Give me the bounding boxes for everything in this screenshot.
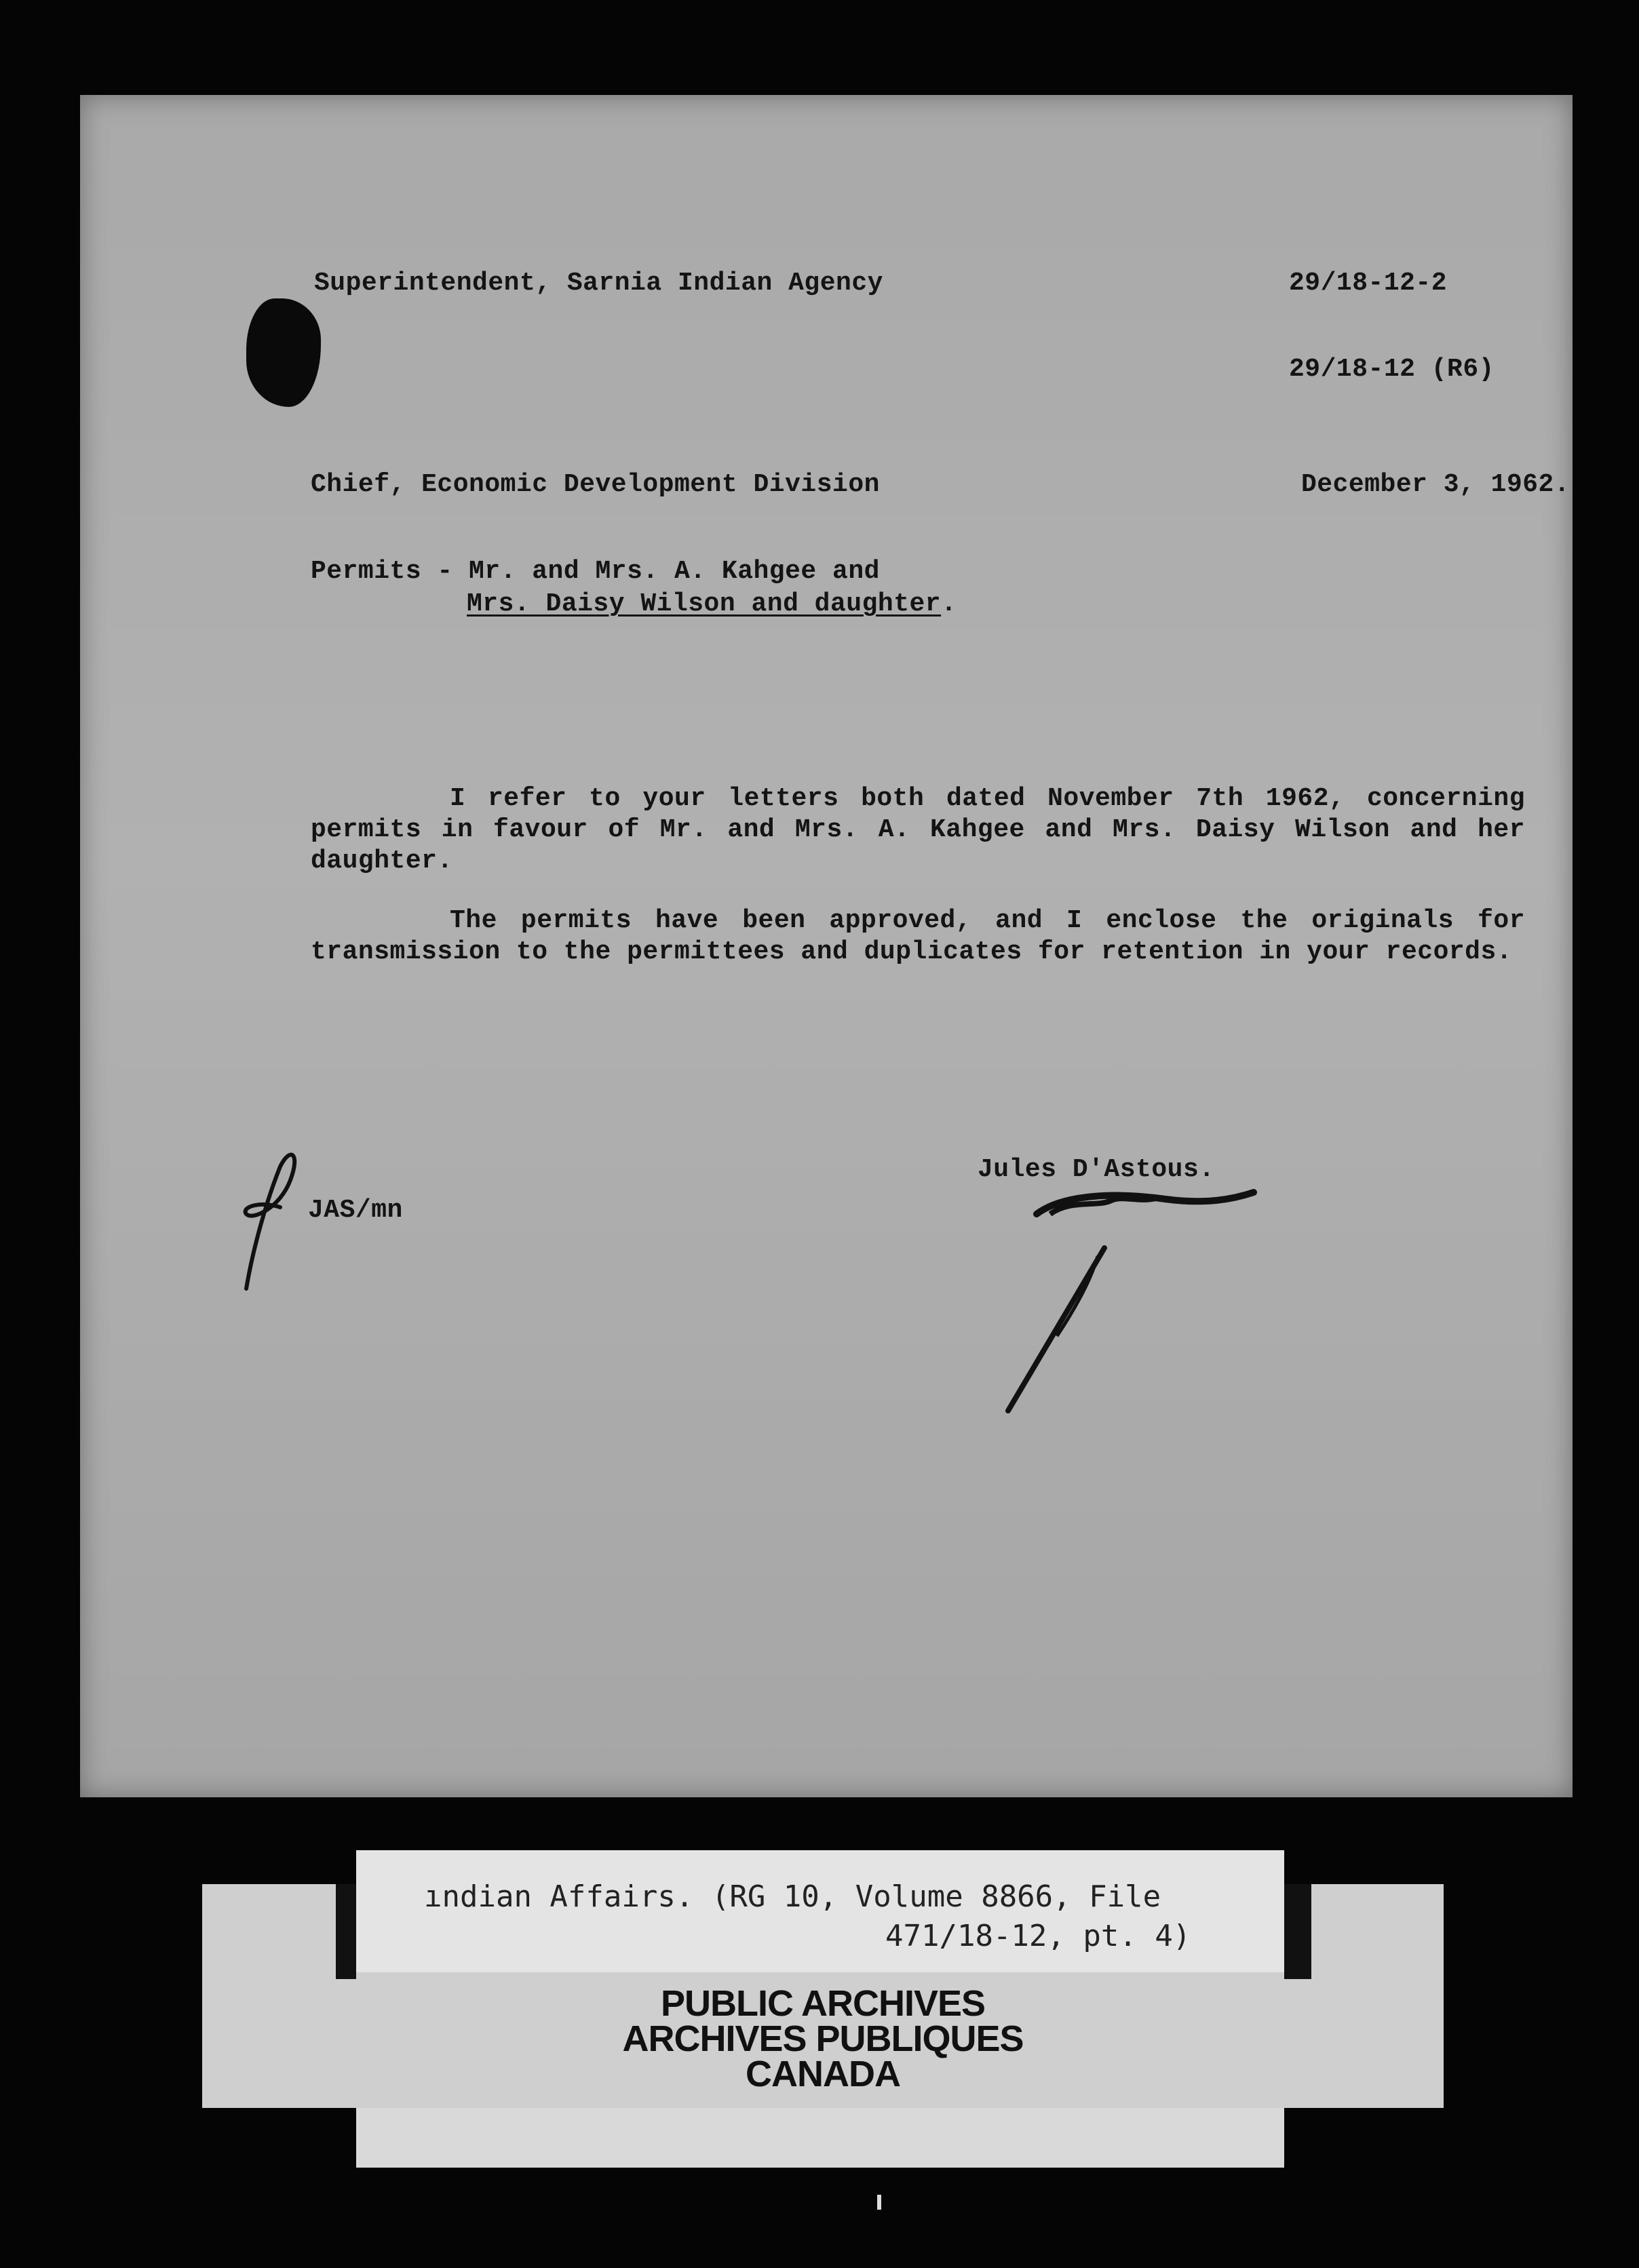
archive-reference-line-1: ındian Affairs. (RG 10, Volume 8866, File	[424, 1879, 1161, 1914]
file-reference-1: 29/18-12-2	[1289, 269, 1448, 298]
archive-card-lower-strip	[356, 2108, 1284, 2168]
sender-line: Chief, Economic Development Division	[311, 470, 880, 499]
subject-period: .	[941, 589, 957, 619]
torn-corner	[246, 298, 321, 407]
paragraph-2: The permits have been approved, and I enclose the originals for transmission to the permittees and duplicates for retention in your records.	[311, 906, 1525, 966]
label-slot-right	[1284, 1884, 1311, 1979]
letter-date: December 3, 1962.	[1301, 470, 1570, 499]
subject-line-1: Permits - Mr. and Mrs. A. Kahgee and	[311, 557, 880, 586]
stamp-line-1: PUBLIC ARCHIVES	[660, 1983, 986, 2024]
typist-initials: JAS/mn	[308, 1196, 403, 1225]
archive-reference-line-2: 471/18-12, pt. 4)	[885, 1919, 1191, 1953]
archive-stamp	[202, 1983, 1444, 2094]
signatory-name: Jules D'Astous.	[978, 1155, 1215, 1184]
letter-page	[80, 95, 1573, 1797]
initials-flourish	[226, 1139, 321, 1295]
file-reference-2: 29/18-12 (R6)	[1289, 355, 1495, 384]
archive-reference-card	[356, 1850, 1284, 1972]
recipient-line: Superintendent, Sarnia Indian Agency	[314, 269, 883, 298]
subject-line-2	[467, 589, 957, 620]
film-tick-mark	[877, 2195, 881, 2210]
label-slot-left	[336, 1884, 356, 1979]
stamp-line-2: ARCHIVES PUBLIQUES	[622, 2018, 1024, 2059]
paragraph-1: I refer to your letters both dated November 7th 1962, concerning permits in favour of Mr. and Mrs. A. Kahgee and Mrs. Daisy Wilson and her daughter.	[311, 784, 1525, 876]
stamp-line-3: CANADA	[746, 2054, 900, 2094]
subject-line-2-text: Mrs. Daisy Wilson and daughter	[467, 589, 942, 619]
